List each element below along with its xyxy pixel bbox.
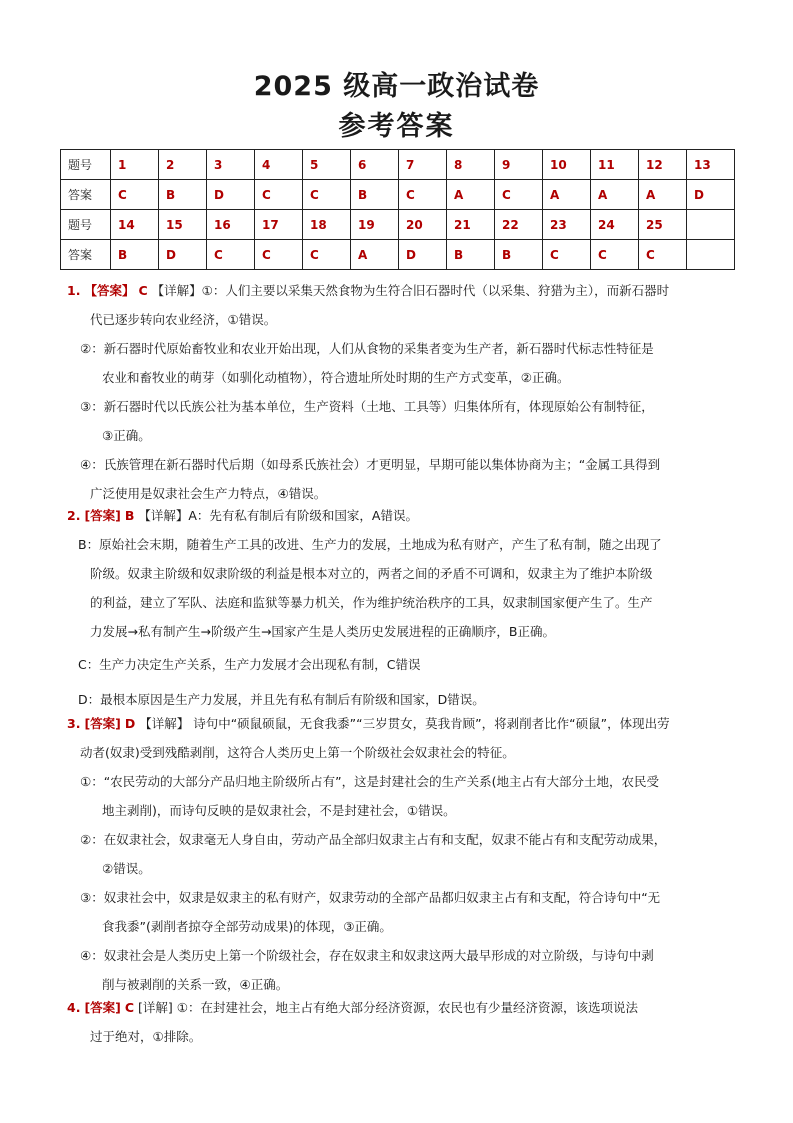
- detail-text: [详解] ①：在封建社会，地主占有绝大部分经济资源，农民也有少量经济资源，该选项说法: [138, 1000, 638, 1015]
- detail-text: 过于绝对，①排除。: [90, 1029, 202, 1044]
- question-number: 4.: [67, 1000, 81, 1015]
- table-cell: 9: [495, 150, 543, 180]
- table-cell: A: [591, 180, 639, 210]
- table-cell: B: [447, 240, 495, 270]
- answer-value: C: [124, 1000, 135, 1015]
- table-row: [61, 240, 735, 270]
- table-cell: 15: [159, 210, 207, 240]
- table-cell: [687, 210, 735, 240]
- question-1: [0, 276, 793, 508]
- table-cell: D: [399, 240, 447, 270]
- table-row: [61, 180, 735, 210]
- table-cell: [687, 240, 735, 270]
- table-cell: C: [255, 180, 303, 210]
- table-cell: 5: [303, 150, 351, 180]
- table-cell: C: [399, 180, 447, 210]
- row-header-cell: 答案: [61, 180, 111, 210]
- table-cell: C: [639, 240, 687, 270]
- table-cell: 7: [399, 150, 447, 180]
- table-cell: C: [303, 240, 351, 270]
- detail-text: D：最根本原因是生产力发展，并且先有私有制后有阶级和国家，D错误。: [78, 692, 485, 707]
- detail-text: ④：奴隶社会是人类历史上第一个阶级社会，存在奴隶主和奴隶这两大最早形成的对立阶级，与诗句中剥: [80, 948, 654, 963]
- detail-text: ②：新石器时代原始畜牧业和农业开始出现，人们从食物的采集者变为生产者，新石器时代标志性特征是: [80, 341, 654, 356]
- question-number: 2.: [67, 508, 81, 523]
- table-cell: 21: [447, 210, 495, 240]
- row-header-cell: 题号: [61, 150, 111, 180]
- table-cell: 17: [255, 210, 303, 240]
- table-cell: C: [495, 180, 543, 210]
- question-3: [0, 709, 793, 999]
- table-cell: 13: [687, 150, 735, 180]
- table-cell: 18: [303, 210, 351, 240]
- table-cell: A: [351, 240, 399, 270]
- detail-text: 力发展→私有制产生→阶级产生→国家产生是人类历史发展进程的正确顺序，B正确。: [90, 624, 555, 639]
- table-cell: C: [303, 180, 351, 210]
- table-cell: 22: [495, 210, 543, 240]
- detail-text: 【详解】①：人们主要以采集天然食物为生符合旧石器时代（以采集、狩猎为主），而新石器时: [151, 283, 670, 298]
- table-cell: C: [543, 240, 591, 270]
- table-cell: C: [111, 180, 159, 210]
- table-cell: 6: [351, 150, 399, 180]
- detail-text: ④：氏族管理在新石器时代后期（如母系氏族社会）才更明显，早期可能以集体协商为主；“金属工具得到: [80, 457, 661, 472]
- table-cell: 1: [111, 150, 159, 180]
- table-cell: A: [543, 180, 591, 210]
- table-cell: D: [687, 180, 735, 210]
- table-cell: B: [351, 180, 399, 210]
- detail-text: ③正确。: [102, 428, 151, 443]
- table-cell: 24: [591, 210, 639, 240]
- detail-text: ①：“农民劳动的大部分产品归地主阶级所占有”，这是封建社会的生产关系(地主占有大部分土地，农民受: [80, 774, 660, 789]
- row-header-cell: 答案: [61, 240, 111, 270]
- detail-text: ②错误。: [102, 861, 151, 876]
- answer-tag: [答案]: [84, 508, 121, 523]
- answer-tag: [答案]: [84, 1000, 121, 1015]
- detail-text: ②：在奴隶社会，奴隶毫无人身自由，劳动产品全部归奴隶主占有和支配，奴隶不能占有和支配劳动成果，: [80, 832, 667, 847]
- answer-value: D: [124, 716, 136, 731]
- answer-tag: 【答案】: [84, 283, 135, 298]
- table-cell: B: [495, 240, 543, 270]
- detail-text: 【详解】 诗句中“硕鼠硕鼠，无食我黍”“三岁贯女，莫我肯顾”，将剥削者比作“硕鼠”，体现出劳: [139, 716, 670, 731]
- question-number: 1.: [67, 283, 81, 298]
- page-subtitle: 参考答案: [338, 111, 455, 142]
- page-title: 2025 级高一政治试卷: [253, 71, 540, 102]
- detail-text: 食我黍”(剥削者掠夺全部劳动成果)的体现，③正确。: [102, 919, 392, 934]
- answer-tag: [答案]: [84, 716, 121, 731]
- table-cell: 8: [447, 150, 495, 180]
- table-cell: 3: [207, 150, 255, 180]
- answer-table: [60, 149, 735, 270]
- question-2: [0, 501, 793, 714]
- table-cell: C: [255, 240, 303, 270]
- row-header-cell: 题号: [61, 210, 111, 240]
- answer-value: C: [138, 283, 148, 298]
- table-cell: D: [207, 180, 255, 210]
- question-number: 3.: [67, 716, 81, 731]
- table-cell: 10: [543, 150, 591, 180]
- detail-text: 的利益，建立了军队、法庭和监狱等暴力机关，作为维护统治秩序的工具，奴隶制国家便产生了。生产: [90, 595, 653, 610]
- detail-text: 【详解】A：先有私有制后有阶级和国家，A错误。: [138, 508, 418, 523]
- table-cell: A: [447, 180, 495, 210]
- table-cell: B: [159, 180, 207, 210]
- table-cell: B: [111, 240, 159, 270]
- detail-text: ③：新石器时代以氏族公社为基本单位，生产资料（土地、工具等）归集体所有，体现原始公有制特征，: [80, 399, 654, 414]
- detail-text: ③：奴隶社会中，奴隶是奴隶主的私有财产，奴隶劳动的全部产品都归奴隶主占有和支配，符合诗句中“无: [80, 890, 661, 905]
- table-cell: 11: [591, 150, 639, 180]
- detail-text: 阶级。奴隶主阶级和奴隶阶级的利益是根本对立的，两者之间的矛盾不可调和，奴隶主为了维护本阶级: [90, 566, 653, 581]
- table-cell: 2: [159, 150, 207, 180]
- table-cell: 23: [543, 210, 591, 240]
- table-cell: 25: [639, 210, 687, 240]
- table-cell: 19: [351, 210, 399, 240]
- table-cell: 4: [255, 150, 303, 180]
- table-row: [61, 210, 735, 240]
- table-cell: C: [207, 240, 255, 270]
- table-row: [61, 150, 735, 180]
- question-4: [0, 993, 793, 1051]
- detail-text: 代已逐步转向农业经济，①错误。: [90, 312, 277, 327]
- detail-text: 地主剥削)，而诗句反映的是奴隶社会，不是封建社会，①错误。: [102, 803, 456, 818]
- table-cell: 14: [111, 210, 159, 240]
- table-cell: 16: [207, 210, 255, 240]
- detail-text: C：生产力决定生产关系，生产力发展才会出现私有制，C错误: [78, 657, 421, 672]
- detail-text: 农业和畜牧业的萌芽（如驯化动植物），符合遗址所处时期的生产方式变革，②正确。: [102, 370, 570, 385]
- table-cell: A: [639, 180, 687, 210]
- table-cell: D: [159, 240, 207, 270]
- detail-text: B：原始社会末期，随着生产工具的改进、生产力的发展，土地成为私有财产，产生了私有制，随之出现了: [78, 537, 662, 552]
- table-cell: 12: [639, 150, 687, 180]
- detail-text: 削与被剥削的关系一致，④正确。: [102, 977, 289, 992]
- table-cell: C: [591, 240, 639, 270]
- detail-text: 广泛使用是奴隶社会生产力特点，④错误。: [90, 486, 327, 501]
- table-cell: 20: [399, 210, 447, 240]
- answer-value: B: [124, 508, 135, 523]
- detail-text: 动者(奴隶)受到残酷剥削，这符合人类历史上第一个阶级社会奴隶社会的特征。: [80, 745, 515, 760]
